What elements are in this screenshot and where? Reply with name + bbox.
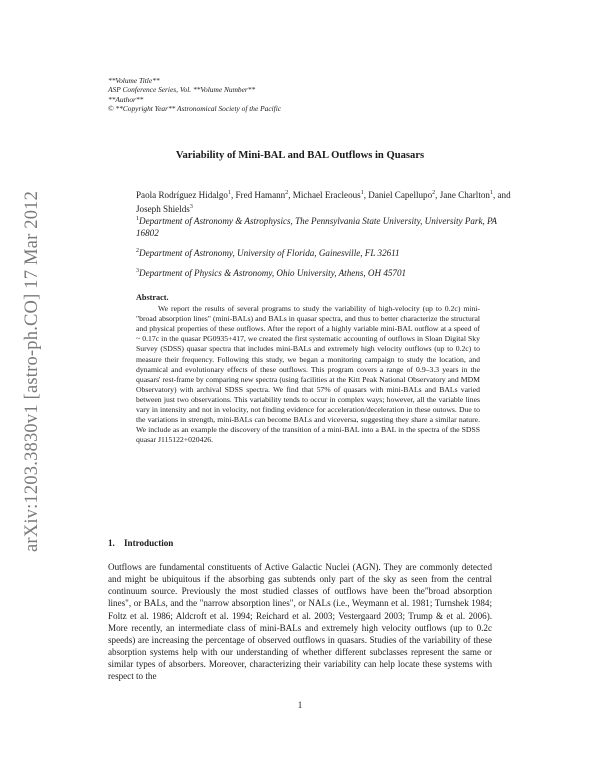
page-number: 1 — [297, 700, 303, 710]
affiliation-3: $^3$Department of Physics & Astronomy, Ohio University, Athens, OH 45701 — [136, 268, 407, 279]
author-list — [136, 187, 516, 215]
section-heading — [108, 538, 173, 548]
author-name: , Jane Charlton — [435, 190, 490, 201]
author-name: , Daniel Capellupo — [363, 190, 433, 201]
section-title: Introduction — [124, 538, 174, 548]
author-name: , and Joseph Shields — [136, 190, 511, 215]
affiliation-2: $^2$Department of Astronomy, University of Florida, Gainesville, FL 32611 — [136, 248, 400, 259]
abstract-heading: Abstract. — [136, 293, 169, 302]
affiliation-1: $^1$Department of Astronomy & Astrophysics, The Pennsylvania State University, University Park, PA 16802 — [136, 216, 497, 239]
conference-header — [108, 76, 281, 114]
abstract — [136, 293, 480, 445]
affiliation-marker: 1 — [360, 190, 364, 196]
header-conference-series: ASP Conference Series, Vol. **Volume Number** — [108, 85, 256, 95]
paper-title: Variability of Mini-BAL and BAL Outflows in Quasars — [175, 150, 425, 161]
affiliation-marker: 1 — [227, 190, 231, 196]
introduction-paragraph: Outflows are fundamental constituents of Active Galactic Nuclei (AGN). They are commonly detected and might be ubiquitous if the absorbing gas subtends only part of the sky as seen from the central continuum source. Previously the most studied classes of outflows have been the"broad absorption lines", or BALs, and the "narrow absorption lines", or NALs (i.e., Weymann et al. 1981; Turnshek 1984; Foltz et al. 1986; Aldcroft et al. 1994; Reichard et al. 2003; Vestergaard 2003; Trump & et al. 2006). More recently, an intermediate class of mini-BALs and extremely high velocity outflows (up to 0.2c speeds) are increasing the percentage of observed outflows in quasars. Studies of the variability of these absorption systems help with our understanding of whether different subclasses represent the same or similar types of absorbers. Moreover, characterizing their variability can help locate these systems with respect to the — [108, 562, 492, 682]
affiliation-marker: 2 — [432, 190, 436, 196]
arxiv-identifier-stamp: arXiv:1203.3830v1 [astro-ph.CO] 17 Mar 2012 — [22, 190, 42, 552]
header-volume-title: **Volume Title** — [108, 76, 160, 85]
affiliation-marker: 3 — [189, 204, 193, 211]
author-name: , Michael Eracleous — [288, 190, 361, 201]
author-name: , Fred Hamann — [230, 190, 286, 201]
header-author: **Author** — [108, 94, 144, 104]
author-name: Paola Rodríguez Hidalgo — [136, 190, 228, 201]
affiliation-marker: 1 — [489, 190, 493, 196]
affiliation-marker: 2 — [285, 190, 289, 196]
abstract-text: We report the results of several programs to study the variability of high-velocity (up to 0.2c) mini-"broad absorption lines" (mini-BALs) and BALs in quasar spectra, and thus to better characterize the structural and physical properties of these outflows. After the report of a highly variable mini-BAL outflow at a speed of ~ 0.17c in the quasar PG0935+417, we created the first systematic accounting of outflows in Sloan Digital Sky Survey (SDSS) quasar spectra that includes mini-BALs and extremely high velocity outflows (up to 0.2c) to measure their frequency. Following this study, we began a monitoring campaign to study the location, and dynamical and evolutionary effects of these outflows. This program covers a range of 0.9–3.3 years in the quasars' rest-frame by comparing new spectra (using facilities at the Kitt Peak National Observatory and MDM Observatory) with archival SDSS spectra. We find that 57% of quasars with mini-BALs and BALs varied between just two observations. This variability tends to occur in complex ways; however, all the variable lines vary in intensity and not in velocity, not finding evidence for acceleration/deceleration in these outows. Due to the variations in strength, mini-BALs can become BALs and viceversa, suggesting they share a similar nature. We include as an example the discovery of the transition of a mini-BAL into a BAL in the spectra of the SDSS quasar J115122+020426. — [136, 304, 480, 445]
header-copyright: © **Copyright Year** Astronomical Society of the Pacific — [108, 104, 282, 114]
section-number: 1. — [108, 538, 115, 548]
